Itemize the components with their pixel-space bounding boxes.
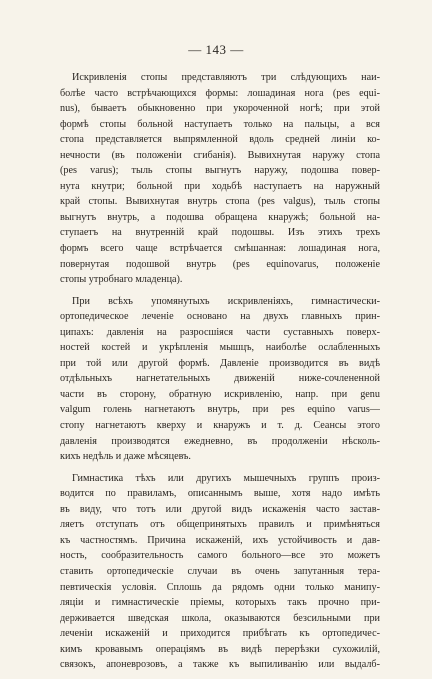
- text-line: При всѣхъ упомянутыхъ искривленіяхъ, гимнастически-: [72, 295, 380, 307]
- text-line: къ частностямъ. Причина искаженій, ихъ устойчивость и дав-: [60, 534, 380, 546]
- text-line: держивается шведская школа, оказываются безсильными при: [60, 612, 380, 624]
- text-line: формѣ стопы больной наступаетъ только на пальцы, а вся: [60, 118, 380, 130]
- text-line: кихъ недѣль и даже мѣсяцевъ.: [60, 451, 191, 463]
- text-line: ностей костей и укрѣпленія мышцъ, наиболѣе ослабленныхъ: [60, 342, 380, 354]
- text-line: valgum голень нагнетаютъ внутрь, при pes equino varus—: [60, 404, 380, 416]
- text-line: кимъ кровавымъ операціямъ въ видѣ перерѣзки сухожилій,: [60, 643, 380, 655]
- text-line: выгнутъ внутрь, а подошва обращена кнаружѣ; больной на-: [60, 211, 380, 223]
- text-line: ляціи и гимнастическіе пріемы, которыхъ такъ прочно при-: [60, 597, 380, 609]
- text-line: ставить ортопедическіе случаи въ очень запутанныя тера-: [60, 565, 380, 577]
- text-line: нута кнутри; больной при ходьбѣ наступаетъ на наружный: [60, 180, 380, 192]
- text-line: Гимнастика тѣхъ или другихъ мышечныхъ группъ произ-: [72, 472, 380, 484]
- text-line: болѣе часто встрѣчающихся формы: лошадиная нога (pes equi-: [60, 87, 380, 99]
- paragraph: [60, 471, 380, 673]
- text-line: (pes varus); тыль стопы выгнутъ наружу, подошва повер-: [60, 165, 380, 177]
- text-line: край стопы. Вывихнутая внутрь стопа (pes valgus), тыль стопы: [60, 196, 380, 208]
- text-line: Искривленія стопы представляютъ три слѣдующихъ наи-: [72, 72, 380, 83]
- text-line: стопу нагнетаютъ кверху и кнаружъ и т. д. Сеансы этого: [60, 420, 380, 432]
- text-line: части въ сторону, обратную искривленію, напр. при genu: [60, 388, 380, 400]
- text-line: ляетъ отступать отъ общепринятыхъ правилъ и примѣняться: [60, 519, 380, 531]
- paragraph: [60, 294, 380, 465]
- paragraph: [60, 70, 380, 288]
- text-line: леченіи искаженій и приходится прибѣгать къ ортопедичес-: [60, 628, 380, 640]
- text-line: повернутая подошвой внутрь (pes equinovarus, положеніе: [60, 258, 380, 270]
- text-line: нечности (въ положеніи сгибанія). Вывихнутая наружу стопа: [60, 149, 380, 161]
- page-number: — 143 —: [188, 42, 244, 57]
- text-line: водится по правиламъ, описаннымъ выше, хотя надо имѣть: [60, 488, 380, 500]
- body-text: [60, 70, 380, 679]
- text-line: связокъ, апоневрозовъ, а также къ выпиливанію или выдалб-: [60, 659, 380, 671]
- text-line: стопы утробнаго младенца).: [60, 274, 183, 286]
- text-line: ортопедическое леченіе основано на двухъ главныхъ прин-: [60, 311, 380, 323]
- text-line: формъ всего чаще встрѣчается смѣшанная: лошадиная нога,: [60, 243, 380, 255]
- text-line: ципахъ: давленія на разросшіяся части суставныхъ поверх-: [60, 326, 380, 338]
- text-line: стопа представляется выпрямленной вдоль средней линіи ко-: [60, 134, 380, 146]
- text-line: отдѣльныхъ нагнетательныхъ движеній ниже-сочлененной: [60, 373, 380, 385]
- text-line: nus), бываетъ обыкновенно при укороченной ногѣ; при этой: [60, 103, 380, 115]
- text-line: ступаетъ на внутренній край подошвы. Изъ этихъ трехъ: [60, 227, 380, 239]
- text-line: давленія производятся ежедневно, въ продолженіи нѣсколь-: [60, 435, 380, 447]
- text-line: певтическія условія. Сплошь да рядомъ одни только манипу-: [60, 581, 380, 593]
- text-line: при той или другой формѣ. Давленіе производится въ видѣ: [60, 357, 380, 369]
- text-line: въ виду, что тотъ или другой видъ искаженія часто застав-: [60, 503, 380, 515]
- text-line: ность, сообразительность самого больного—все это можетъ: [60, 550, 380, 562]
